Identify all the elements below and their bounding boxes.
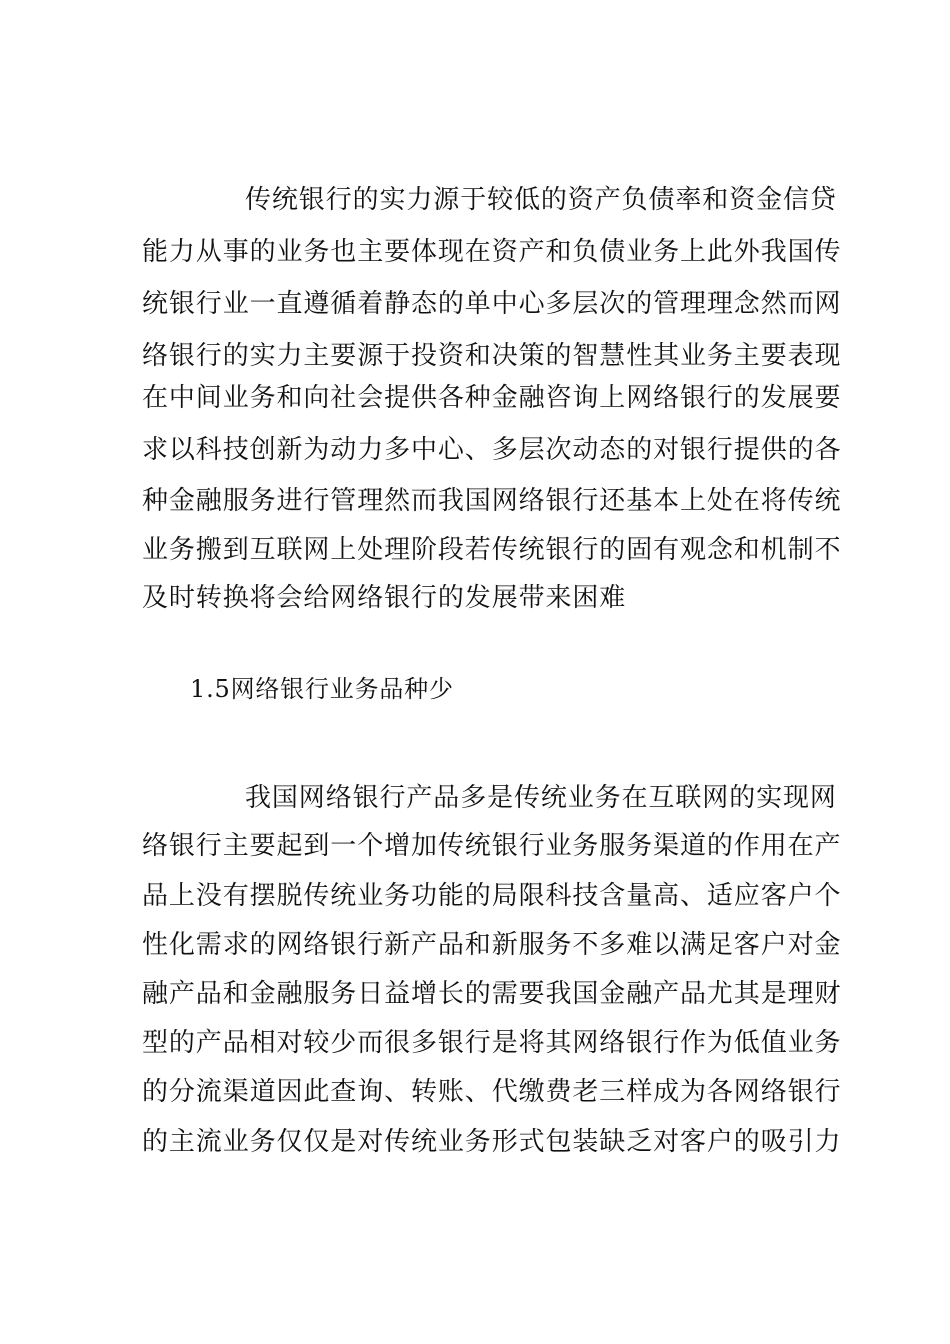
paragraph-1-line: 能力从事的业务也主要体现在资产和负债业务上此外我国传 [142,237,842,267]
paragraph-1-line: 种金融服务进行管理然而我国网络银行还基本上处在将传统 [142,486,842,516]
paragraph-2-line: 型的产品相对较少而很多银行是将其网络银行作为低值业务 [142,1028,842,1058]
paragraph-2-line: 络银行主要起到一个增加传统银行业务服务渠道的作用在产 [142,831,842,861]
paragraph-1-line: 在中间业务和向社会提供各种金融咨询上网络银行的发展要 [142,383,842,413]
paragraph-1-line: 业务搬到互联网上处理阶段若传统银行的固有观念和机制不 [142,535,842,565]
paragraph-1-line: 统银行业一直遵循着静态的单中心多层次的管理理念然而网 [142,289,842,319]
paragraph-2-line: 的分流渠道因此查询、转账、代缴费老三样成为各网络银行 [142,1077,842,1107]
paragraph-2-line: 的主流业务仅仅是对传统业务形式包装缺乏对客户的吸引力 [142,1127,842,1157]
paragraph-2-line: 性化需求的网络银行新产品和新服务不多难以满足客户对金 [142,930,842,960]
paragraph-2-line: 融产品和金融服务日益增长的需要我国金融产品尤其是理财 [142,979,842,1009]
paragraph-1-line: 传统银行的实力源于较低的资产负债率和资金信贷 [245,185,837,215]
paragraph-2-line: 我国网络银行产品多是传统业务在互联网的实现网 [245,783,837,813]
paragraph-1-line: 求以科技创新为动力多中心、多层次动态的对银行提供的各 [142,435,842,465]
paragraph-1-line: 及时转换将会给网络银行的发展带来困难 [142,583,627,613]
paragraph-2-line: 品上没有摆脱传统业务功能的局限科技含量高、适应客户个 [142,881,842,911]
paragraph-1-line: 络银行的实力主要源于投资和决策的智慧性其业务主要表现 [142,341,842,371]
section-heading: 1.5网络银行业务品种少 [190,675,454,703]
